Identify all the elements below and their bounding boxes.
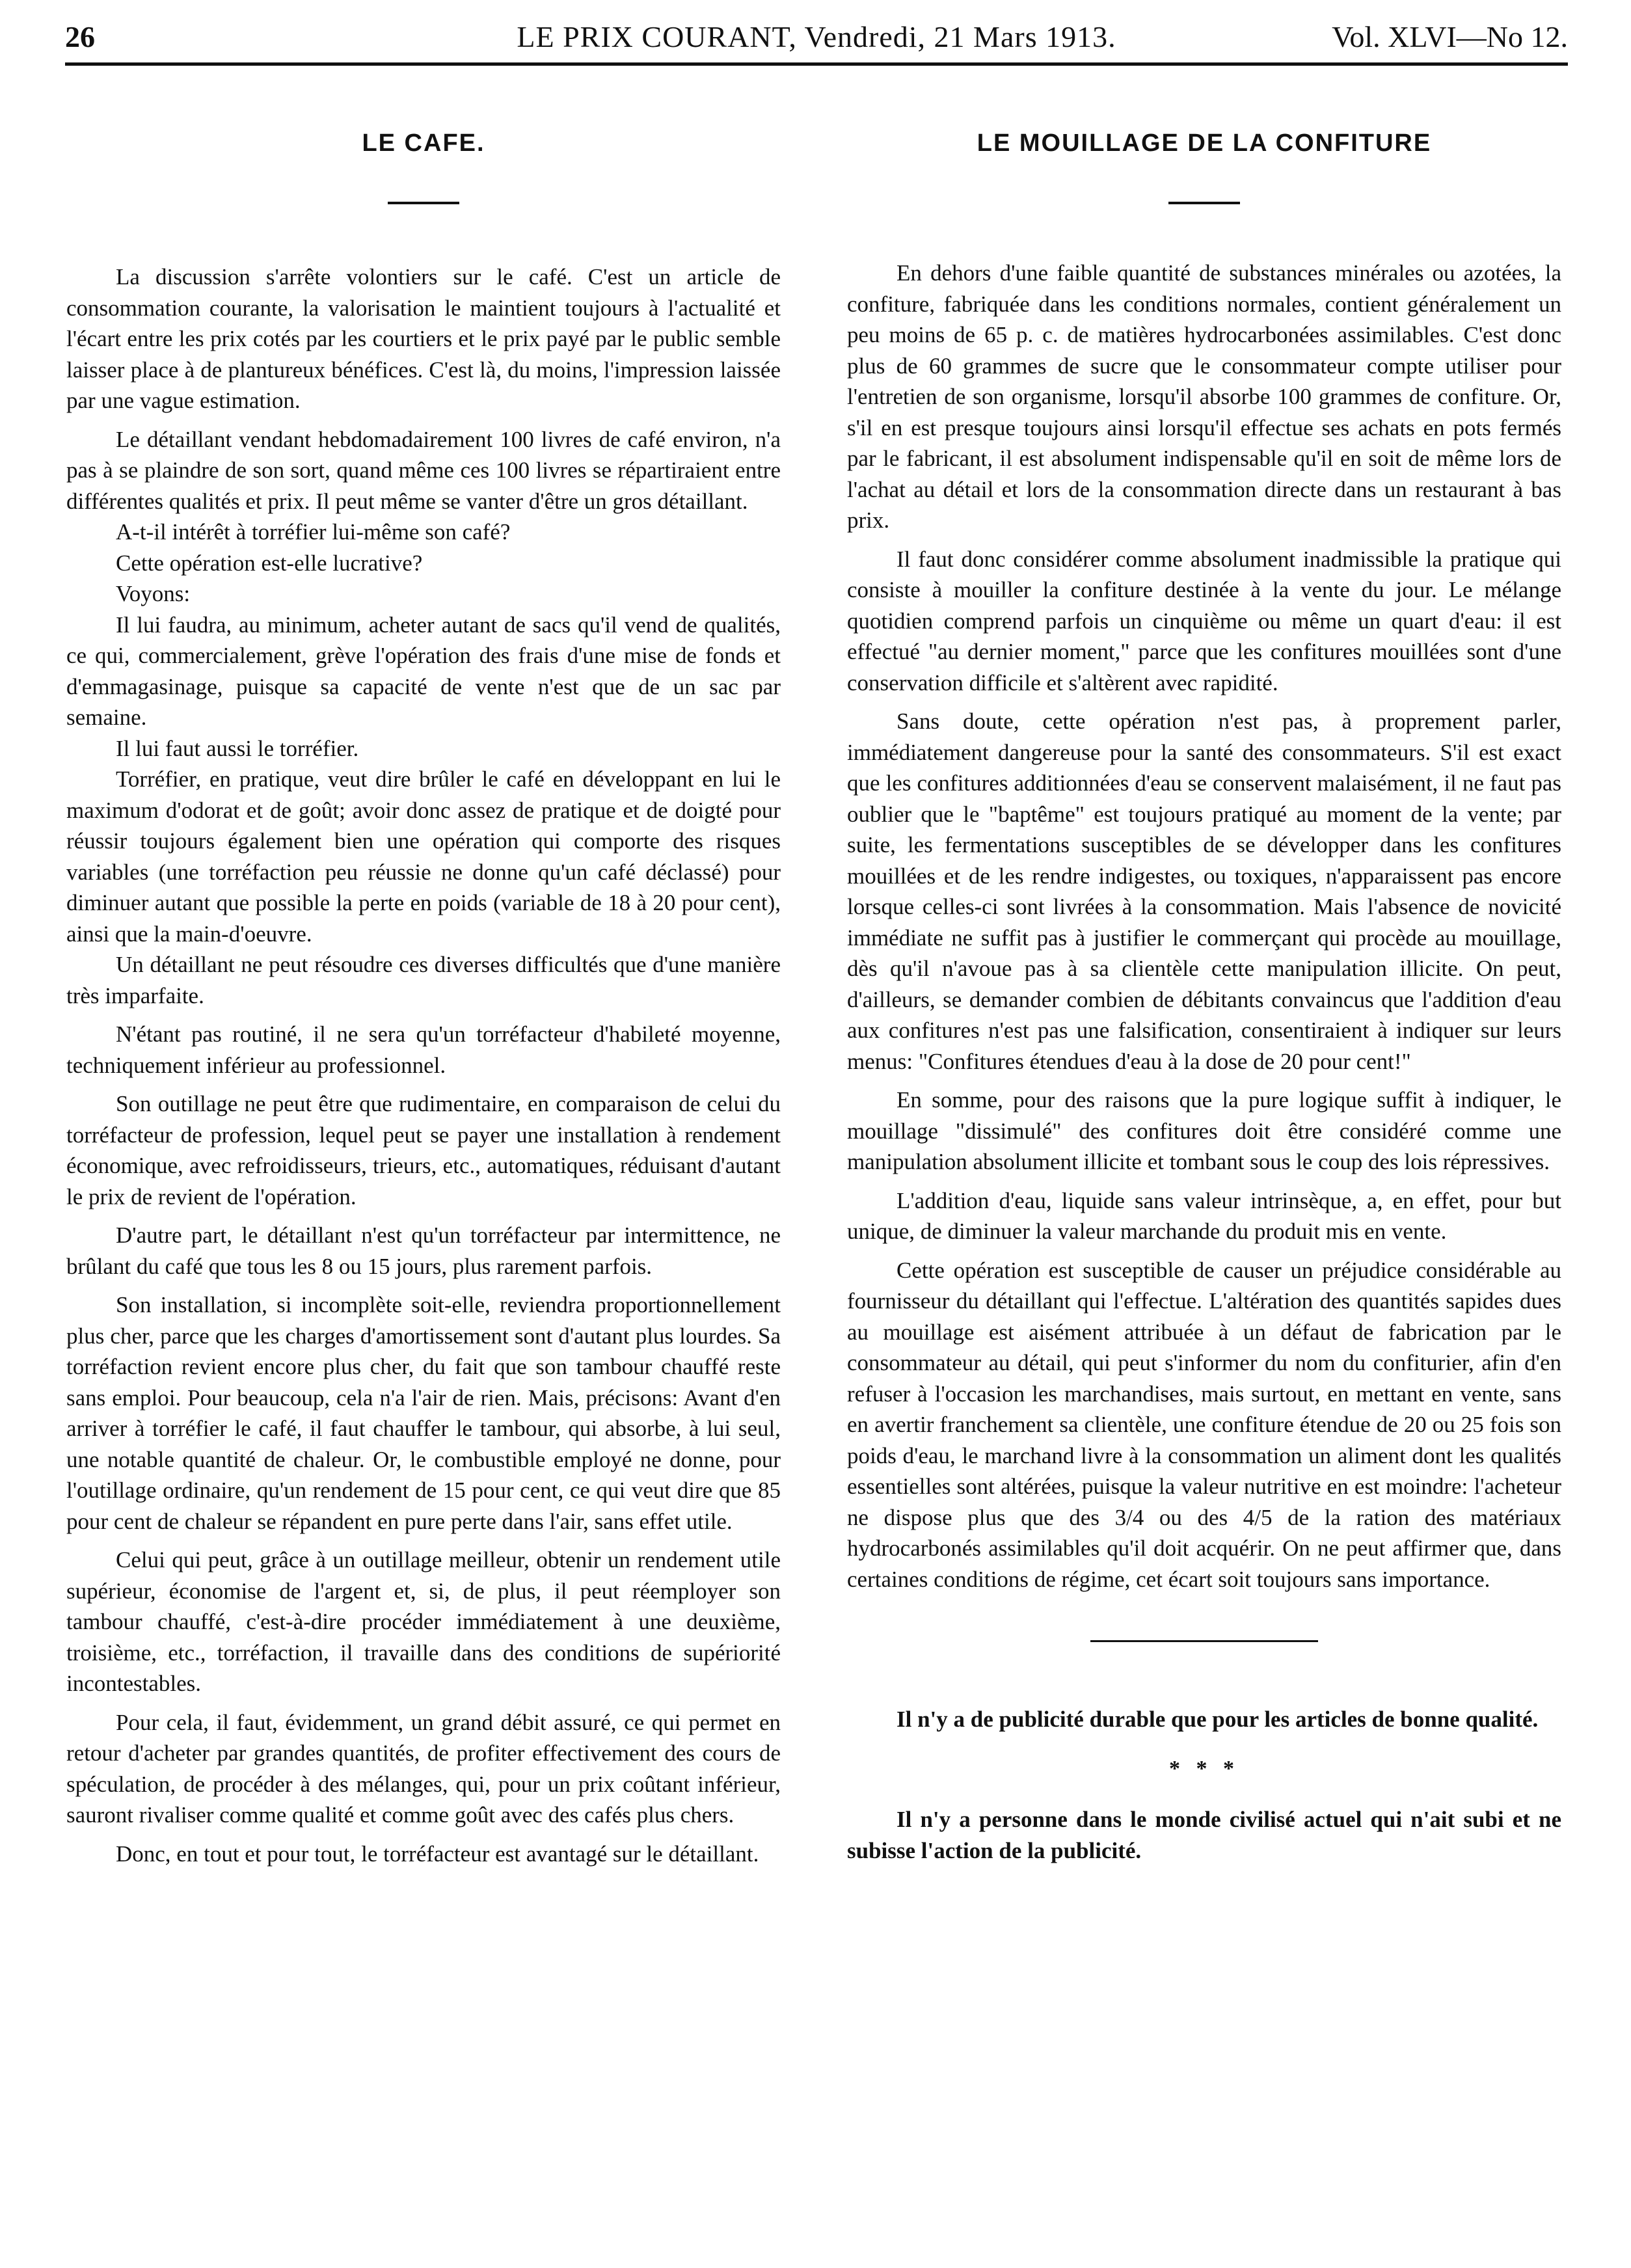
paragraph: L'addition d'eau, liquide sans valeur intrinsèque, a, en effet, pour but unique, de diminuer la valeur marchande du produit mis en vente. bbox=[847, 1187, 1561, 1244]
paragraph: Un détaillant ne peut résoudre ces diverses difficultés que d'une manière très imparfaite. bbox=[66, 952, 781, 1008]
paragraph: N'étant pas routiné, il ne sera qu'un torréfacteur d'habileté moyenne, techniquement inférieur au professionnel. bbox=[66, 1021, 781, 1078]
section-divider bbox=[1090, 1640, 1318, 1642]
paragraph: Cette opération est susceptible de causer un préjudice considérable au fournisseur du détaillant qui l'effectue. L'altération des quantités sapides dues au mouillage est aisément attribuée à un défaut de fabrication par le consommateur au détail, qui peut s'informer du nom du confiturier, afin d'en refuser à l'occasion les marchandises, mais surtout, en mettant en vente, sans en avertir franchement sa clientèle, une confiture étendue de 20 ou 25 fois son poids d'eau, le marchand livre à la consommation un aliment dont les qualités essentielles sont altérées, puisque la valeur nutritive en est moindre: l'acheteur ne dispose plus que des 3/4 ou des 4/5 de la ration des matériaux hydrocarbonés assimilables qu'il doit acquérir. On ne peut affirmer que, dans certaines conditions de régime, cet écart soit toujours sans importance. bbox=[847, 1257, 1561, 1592]
notice-publicite-civilise: Il n'y a personne dans le monde civilisé actuel qui n'ait subi et ne subisse l'action de la publicité. bbox=[847, 1806, 1561, 1863]
title-divider bbox=[1168, 202, 1240, 204]
paragraph: En dehors d'une faible quantité de substances minérales ou azotées, la confiture, fabriquée dans les conditions normales, contient généralement un peu moins de 65 p. c. de matières hydrocarbonées assimilables. C'est donc plus de 60 grammes de sucre que le consommateur compte utiliser pour l'entretien de son organisme, lorsqu'il absorbe 100 grammes de confiture. Or, s'il en est presque toujours ainsi lorsqu'il effectue ses achats en pots fermés par le fabricant, il est absolument indispensable qu'il en soit de même lors de l'achat au détail et lors de la consommation directe dans un restaurant à bas prix. bbox=[847, 260, 1561, 533]
paragraph: Torréfier, en pratique, veut dire brûler le café en développant en lui le maximum d'odorat et de goût; avoir donc assez de pratique et de doigté pour réussir toujours également bien une opération qui comporte des risques variables (une torréfaction peu réussie ne donne qu'un café déclassé) pour diminuer autant que possible la perte en poids (variable de 18 à 20 pour cent), ainsi que la main-d'oeuvre. bbox=[66, 766, 781, 947]
paragraph: Voyons: bbox=[116, 581, 191, 606]
paragraph: Sans doute, cette opération n'est pas, à proprement parler, immédiatement dangereuse pour la santé des consommateurs. S'il est exact que les confitures additionnées d'eau se conservent malaisément, il ne faut pas oublier que le "baptême" est toujours pratiqué au moment de la vente; par suite, les fermentations susceptibles de se développer dans les confitures mouillées et de les rendre indigestes, ou toxiques, n'apparaissent pas encore lorsque celles-ci sont livrées à la consommation. Mais l'absence de novicité immédiate ne suffit pas à justifier le commerçant qui procède au mouillage, dès qu'il n'avoue pas à sa clientèle cette manipulation illicite. On peut, d'ailleurs, se demander combien de débitants convaincus que l'addition d'eau aux confitures n'est pas une falsification, consentiraient à indiquer sur leurs menus: "Confitures étendues d'eau à la dose de 20 pour cent!" bbox=[847, 709, 1561, 1074]
left-column bbox=[66, 124, 781, 1877]
paragraph: Son outillage ne peut être que rudimentaire, en comparaison de celui du torréfacteur de profession, lequel peut se payer une installation à rendement économique, avec refroidisseurs, trieurs, etc., automatiques, réduisant d'autant le prix de revient de l'opération. bbox=[66, 1091, 781, 1209]
paragraph: Celui qui peut, grâce à un outillage meilleur, obtenir un rendement utile supérieur, économise de l'argent et, si, de plus, il peut réemployer son tambour chauffé, c'est-à-dire procéder immédiatement à une deuxième, troisième, etc., torréfaction, il travaille dans des conditions de supériorité incontestables. bbox=[66, 1547, 781, 1696]
paragraph: Cette opération est-elle lucrative? bbox=[116, 550, 423, 576]
asterism: * * * bbox=[1169, 1757, 1239, 1781]
paragraph: D'autre part, le détaillant n'est qu'un torréfacteur par intermittence, ne brûlant du café que tous les 8 ou 15 jours, plus rarement parfois. bbox=[66, 1222, 781, 1279]
newspaper-title: LE PRIX COURANT, Vendredi, 21 Mars 1913. bbox=[517, 20, 1116, 53]
article-title-confiture: LE MOUILLAGE DE LA CONFITURE bbox=[977, 129, 1432, 157]
paragraph: Il faut donc considérer comme absolument inadmissible la pratique qui consiste à mouiller la confiture destinée à la vente du jour. Le mélange quotidien comprend parfois un cinquième ou même un quart d'eau: il est effectué "au dernier moment," parce que les confitures mouillées sont d'une conservation difficile et s'altèrent avec rapidité. bbox=[847, 546, 1561, 695]
article-title-cafe: LE CAFE. bbox=[362, 129, 485, 157]
paragraph: Pour cela, il faut, évidemment, un grand débit assuré, ce qui permet en retour d'acheter par grandes quantités, de profiter effectivement des cours de spéculation, de procéder à des mélanges, qui, pour un prix coûtant inférieur, sauront rivaliser comme qualité et comme goût avec des cafés plus chers. bbox=[66, 1709, 781, 1828]
header-rule bbox=[65, 62, 1568, 66]
paragraph: A-t-il intérêt à torréfier lui-même son café? bbox=[116, 519, 511, 545]
title-divider bbox=[388, 202, 459, 204]
paragraph: Il lui faut aussi le torréfier. bbox=[116, 735, 359, 761]
article-body-confiture bbox=[847, 258, 1561, 1595]
paragraph: Son installation, si incomplète soit-elle, reviendra proportionnellement plus cher, parce que les charges d'amortissement sont d'autant plus lourdes. Sa torréfaction revient encore plus cher, du fait que son tambour chauffé reste sans emploi. Pour beaucoup, cela n'a l'air de rien. Mais, précisons: Avant d'en arriver à torréfier le café, il faut chauffer le tambour, qui absorbe, à lui seul, une notable quantité de chaleur. Or, le combustible employé ne donne, pour l'outillage ordinaire, qu'un rendement de 15 pour cent, ce qui veut dire que 85 pour cent de chaleur se répandent en pure perte dans l'air, sans effet utile. bbox=[66, 1292, 781, 1534]
article-body-cafe bbox=[66, 262, 781, 1869]
right-column bbox=[847, 124, 1561, 1867]
volume-number: Vol. XLVI—No 12. bbox=[1332, 20, 1568, 53]
notice-publicite-durable: Il n'y a de publicité durable que pour les articles de bonne qualité. bbox=[896, 1707, 1539, 1732]
paragraph: La discussion s'arrête volontiers sur le café. C'est un article de consommation courante, la valorisation le maintient toujours à l'actualité et l'écart entre les prix cotés par les courtiers et le prix payé par le public semble laisser place à de plantureux bénéfices. C'est là, du moins, l'impression laissée par une vague estimation. bbox=[66, 264, 781, 413]
page-header bbox=[65, 14, 1568, 60]
paragraph: Il lui faudra, au minimum, acheter autant de sacs qu'il vend de qualités, ce qui, commercialement, grève l'opération des frais d'une mise de fonds et d'emmagasinage, puisque sa capacité de vente n'est que de un sac par semaine. bbox=[66, 612, 781, 730]
paragraph: Le détaillant vendant hebdomadairement 100 livres de café environ, n'a pas à se plaindre de son sort, quand même ces 100 livres se répartiraient entre différentes qualités et prix. Il peut même se vanter d'être un gros détaillant. bbox=[66, 426, 781, 514]
page-number: 26 bbox=[65, 20, 95, 53]
paragraph: Donc, en tout et pour tout, le torréfacteur est avantagé sur le détaillant. bbox=[116, 1841, 759, 1867]
paragraph: En somme, pour des raisons que la pure logique suffit à indiquer, le mouillage "dissimulé" des confitures doit être considéré comme une manipulation absolument illicite et tombant sous le coup des lois répressives. bbox=[847, 1087, 1561, 1174]
